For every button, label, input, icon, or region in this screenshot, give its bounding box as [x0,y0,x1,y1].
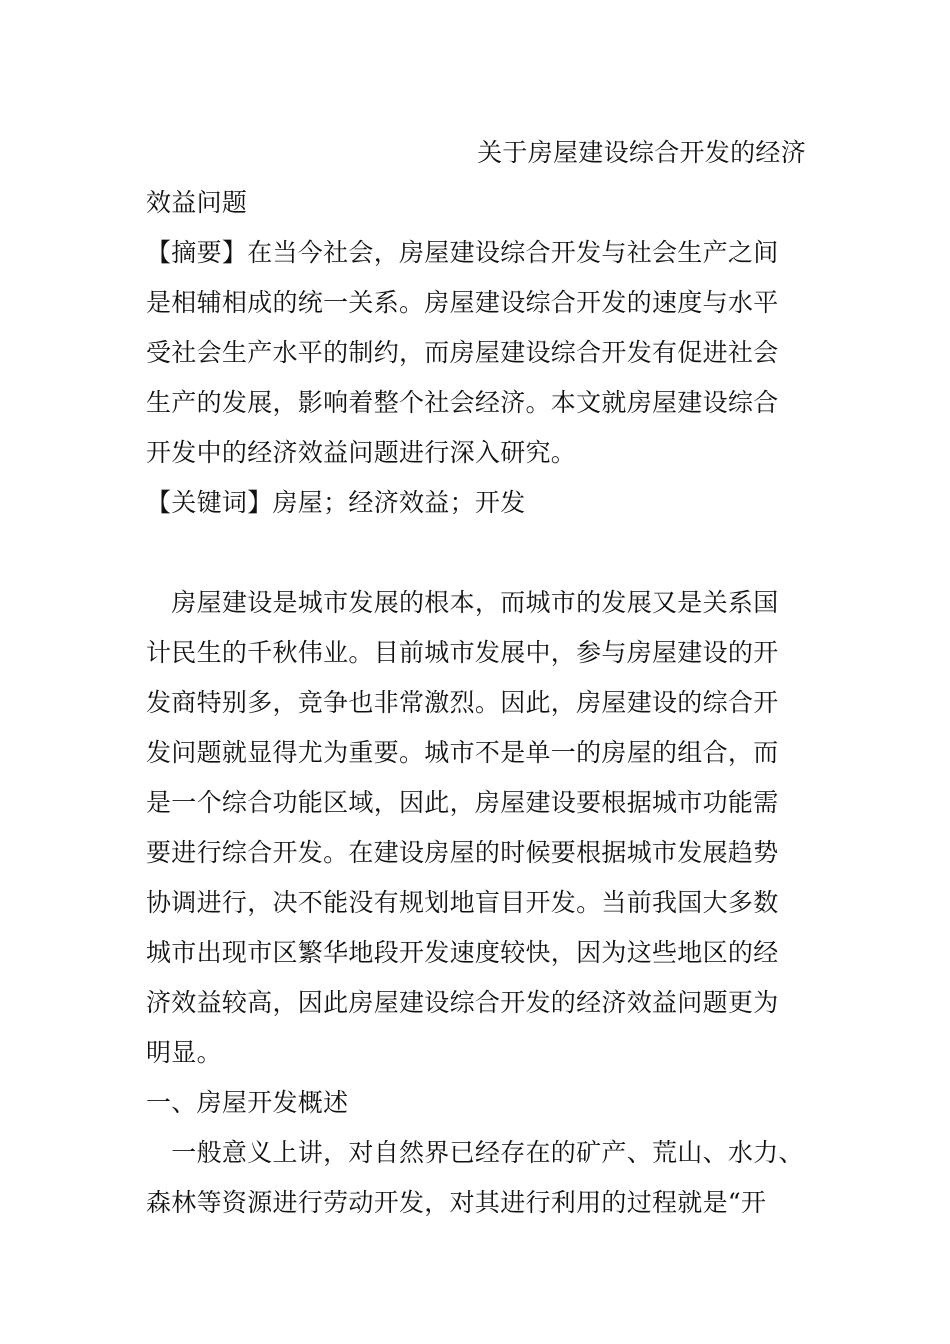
document-title-line-1: 关于房屋建设综合开发的经济 [477,138,806,167]
abstract-line: 是相辅相成的统一关系。房屋建设综合开发的速度与水平 [146,288,779,317]
document-page [146,128,806,1228]
paragraph-line: 一般意义上讲，对自然界已经存在的矿产、荒山、水力、 [146,1138,804,1167]
intro-paragraph [146,578,806,1078]
paragraph-line: 发问题就显得尤为重要。城市不是单一的房屋的组合，而 [146,738,779,767]
abstract-line: 【摘要】在当今社会，房屋建设综合开发与社会生产之间 [146,238,779,267]
abstract-block [146,228,806,478]
abstract-line: 生产的发展，影响着整个社会经济。本文就房屋建设综合 [146,388,779,417]
paragraph-line: 发商特别多，竞争也非常激烈。因此，房屋建设的综合开 [146,688,779,717]
keywords-line: 【关键词】房屋；经济效益；开发 [146,488,526,517]
blank-line [146,528,806,578]
paragraph-line: 计民生的千秋伟业。目前城市发展中，参与房屋建设的开 [146,638,779,667]
paragraph-line: 明显。 [146,1038,222,1067]
document-title-line-2: 效益问题 [146,188,248,217]
paragraph-line: 济效益较高，因此房屋建设综合开发的经济效益问题更为 [146,988,779,1017]
paragraph-line: 要进行综合开发。在建设房屋的时候要根据城市发展趋势 [146,838,779,867]
abstract-line: 开发中的经济效益问题进行深入研究。 [146,438,577,467]
section-heading: 一、房屋开发概述 [146,1088,349,1117]
paragraph-line: 城市出现市区繁华地段开发速度较快，因为这些地区的经 [146,938,779,967]
paragraph-line: 森林等资源进行劳动开发，对其进行利用的过程就是“开 [146,1188,767,1217]
paragraph-line: 是一个综合功能区域，因此，房屋建设要根据城市功能需 [146,788,779,817]
paragraph-line: 协调进行，决不能没有规划地盲目开发。当前我国大多数 [146,888,779,917]
paragraph-line: 房屋建设是城市发展的根本，而城市的发展又是关系国 [146,588,779,617]
section-1-paragraph [146,1128,806,1228]
abstract-line: 受社会生产水平的制约，而房屋建设综合开发有促进社会 [146,338,779,367]
